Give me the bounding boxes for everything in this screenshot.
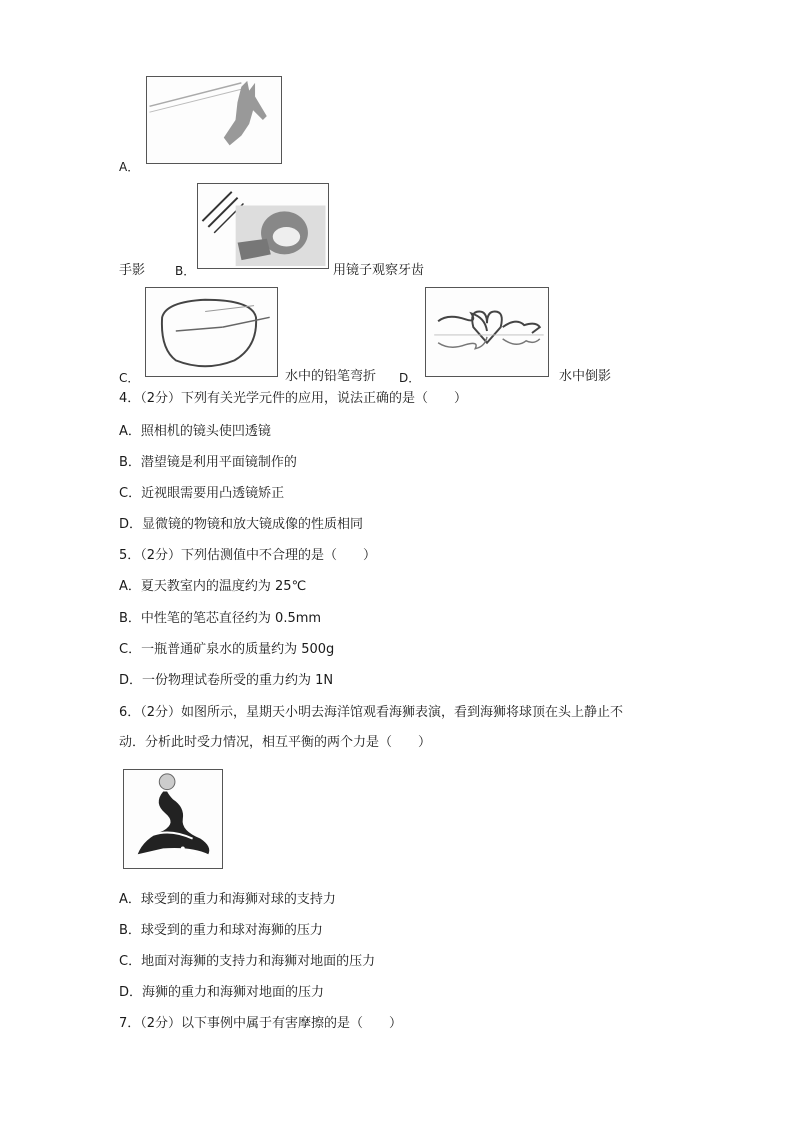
question-4-option-d: D．显微镜的物镜和放大镜成像的性质相同 (119, 517, 364, 532)
q3-option-a-letter: A． (119, 160, 140, 174)
question-4-stem: 4．（2分）下列有关光学元件的应用，说法正确的是（ ） (119, 391, 468, 406)
question-6-option-b: B．球受到的重力和球对海狮的压力 (119, 923, 323, 938)
sea-lion-ball-figure (123, 769, 223, 869)
question-5-option-b: B．中性笔的笔芯直径约为 0.5mm (119, 611, 322, 626)
bent-pencil-figure (145, 287, 278, 377)
water-reflection-figure (425, 287, 549, 377)
hand-shadow-figure (146, 76, 282, 164)
question-4-option-b: B．潜望镜是利用平面镜制作的 (119, 455, 297, 470)
q3-option-b-text: 用镜子观察牙齿 (333, 263, 425, 278)
question-5-option-c: C．一瓶普通矿泉水的质量约为 500g (119, 642, 335, 657)
question-5-option-d: D．一份物理试卷所受的重力约为 1N (119, 673, 334, 688)
question-6-option-d: D．海狮的重力和海狮对地面的压力 (119, 985, 325, 1000)
question-5-option-a: A．夏天教室内的温度约为 25℃ (119, 579, 307, 594)
q3-option-c-text: 水中的铅笔弯折 (285, 369, 377, 384)
q3-option-a-text: 手影 (119, 263, 146, 278)
q3-option-d-text: 水中倒影 (559, 369, 612, 384)
question-4-option-a: A．照相机的镜头使凹透镜 (119, 424, 271, 439)
question-5-stem: 5．（2分）下列估测值中不合理的是（ ） (119, 548, 377, 563)
question-6-stem-line-1: 6．（2分）如图所示，星期天小明去海洋馆观看海狮表演，看到海狮将球顶在头上静止不 (119, 705, 624, 720)
question-6-option-c: C．地面对海狮的支持力和海狮对地面的压力 (119, 954, 376, 969)
mirror-teeth-figure (197, 183, 329, 269)
q3-option-b-letter: B． (175, 264, 196, 278)
q3-option-d-letter: D． (399, 371, 421, 385)
question-6-stem-line-2: 动．分析此时受力情况，相互平衡的两个力是（ ） (119, 735, 432, 750)
question-6-option-a: A．球受到的重力和海狮对球的支持力 (119, 892, 336, 907)
question-7-stem: 7．（2分）以下事例中属于有害摩擦的是（ ） (119, 1016, 403, 1031)
question-4-option-c: C．近视眼需要用凸透镜矫正 (119, 486, 285, 501)
q3-option-c-letter: C． (119, 371, 140, 385)
